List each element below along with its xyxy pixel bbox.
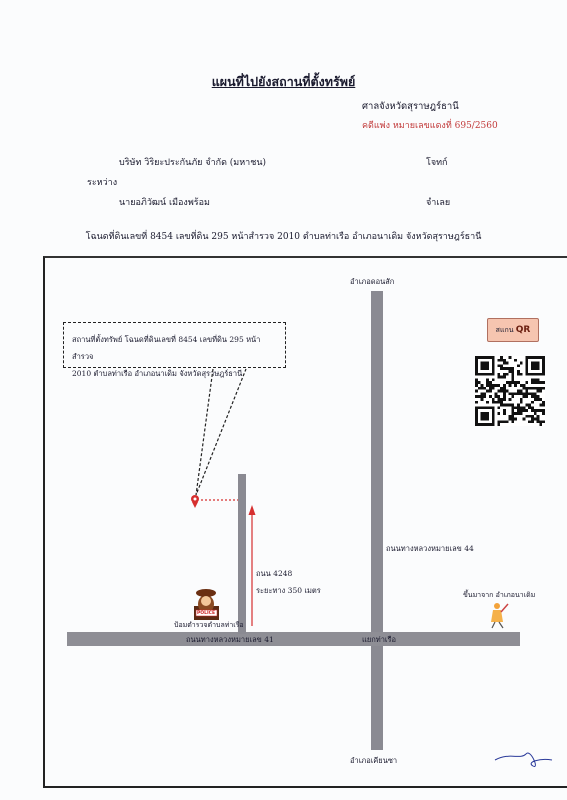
pointing-person-icon — [491, 603, 508, 628]
north-destination-label: อำเภอดอนสัก — [350, 277, 395, 286]
court-name: ศาลจังหวัดสุราษฎร์ธานี — [362, 101, 459, 112]
between-label: ระหว่าง — [87, 178, 118, 188]
police-box-label: ป้อมตำรวจตำบลท่าเรือ — [174, 621, 244, 629]
distance-label: ระยะทาง 350 เมตร — [256, 586, 321, 595]
page-title: แผนที่ไปยังสถานที่ตั้งทรัพย์ — [211, 74, 356, 89]
plaintiff-name: บริษัท วิริยะประกันภัย จำกัด (มหาชน) — [119, 158, 267, 168]
signature-icon — [495, 753, 552, 767]
highway-44-label: ถนนทางหลวงหมายเลข 44 — [386, 544, 474, 553]
route-arrow-icon — [249, 505, 256, 626]
south-destination-label: อำเภอเคียนซา — [350, 756, 398, 765]
plaintiff-role: โจทก์ — [426, 158, 448, 168]
case-number: คดีแพ่ง หมายเลขแดงที่ 695/2560 — [362, 121, 498, 131]
callout-line-2: 2010 ตำบลท่าเรือ อำเภอนาเดิม จังหวัดสุราษฎร์ธานี — [72, 369, 243, 378]
callout-pointer — [196, 369, 246, 495]
road-4248-label: ถนน 4248 — [256, 569, 293, 578]
callout-line-1: สถานที่ตั้งทรัพย์ โฉนดที่ดินเลขที่ 8454 เลขที่ดิน 295 หน้าสำรวจ — [72, 335, 261, 361]
from-nadoem-label: ขึ้นมาจาก อำเภอนาเดิม — [463, 591, 536, 599]
scan-qr-strong: QR — [515, 325, 531, 335]
defendant-role: จำเลย — [426, 198, 451, 208]
highway-41-label: ถนนทางหลวงหมายเลข 41 — [186, 635, 274, 644]
qr-code-icon[interactable] — [475, 356, 545, 426]
deed-description: โฉนดที่ดินเลขที่ 8454 เลขที่ดิน 295 หน้าสำรวจ 2010 ตำบลท่าเรือ อำเภอนาเดิม จังหวัดสุราษฎร์ธานี — [85, 232, 482, 242]
location-pin-icon — [191, 495, 199, 508]
junction-label: แยกท่าเรือ — [362, 635, 397, 644]
scan-qr-prefix: สแกน — [495, 326, 514, 334]
defendant-name: นายอภิวัฒน์ เมืองพร้อม — [119, 198, 210, 208]
police-sign-text: POLICE — [197, 611, 216, 616]
scan-qr-badge — [487, 318, 539, 342]
